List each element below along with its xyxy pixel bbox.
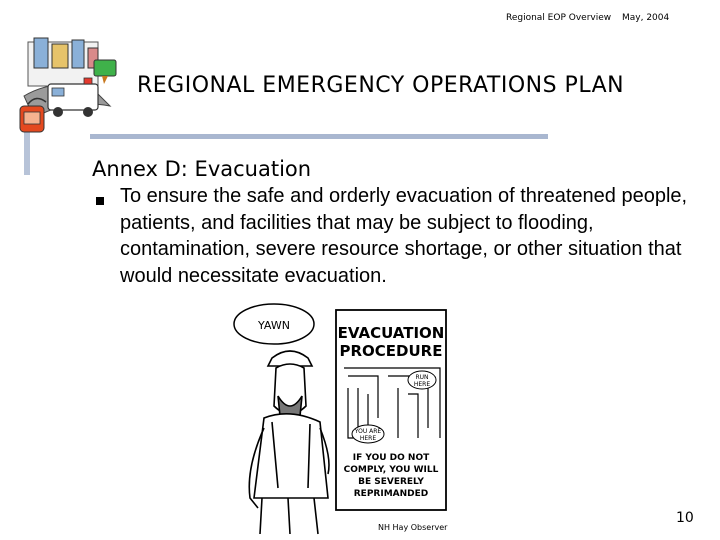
header-note-right: May, 2004 xyxy=(622,13,670,23)
run-here-line1: RUN xyxy=(415,374,429,381)
sign-title-line2: PROCEDURE xyxy=(339,342,443,360)
title-rule xyxy=(90,134,548,139)
warning-line4: REPRIMANDED xyxy=(353,489,429,499)
header-note-left: Regional EOP Overview xyxy=(506,13,612,23)
run-here-line2: HERE xyxy=(413,381,431,388)
warning-line2: COMPLY, YOU WILL xyxy=(343,465,439,475)
yawn-text: YAWN xyxy=(258,319,290,332)
header-note xyxy=(506,13,669,23)
you-are-here-line2: HERE xyxy=(359,435,377,442)
cartoon-signature: NH Hay Observer xyxy=(378,523,448,532)
evacuation-cartoon xyxy=(228,298,452,540)
sign-title-line1: EVACUATION xyxy=(337,324,445,342)
bullet-text: To ensure the safe and orderly evacuation of threatened people, patients, and facilities that may be subject to flooding, contamination, severe resource shortage, or other situation that would necessitate evacuation. xyxy=(120,185,688,287)
bullet-marker-icon xyxy=(96,197,104,205)
warning-line3: BE SEVERELY xyxy=(358,477,424,487)
slide-title: REGIONAL EMERGENCY OPERATIONS PLAN xyxy=(137,73,625,98)
evacuation-sign xyxy=(336,310,446,510)
warning-line1: IF YOU DO NOT xyxy=(352,453,430,463)
page-number: 10 xyxy=(676,510,694,526)
section-subtitle: Annex D: Evacuation xyxy=(92,157,312,181)
emergency-clipart-icon xyxy=(18,36,136,138)
you-are-here-line1: YOU ARE xyxy=(354,428,382,435)
